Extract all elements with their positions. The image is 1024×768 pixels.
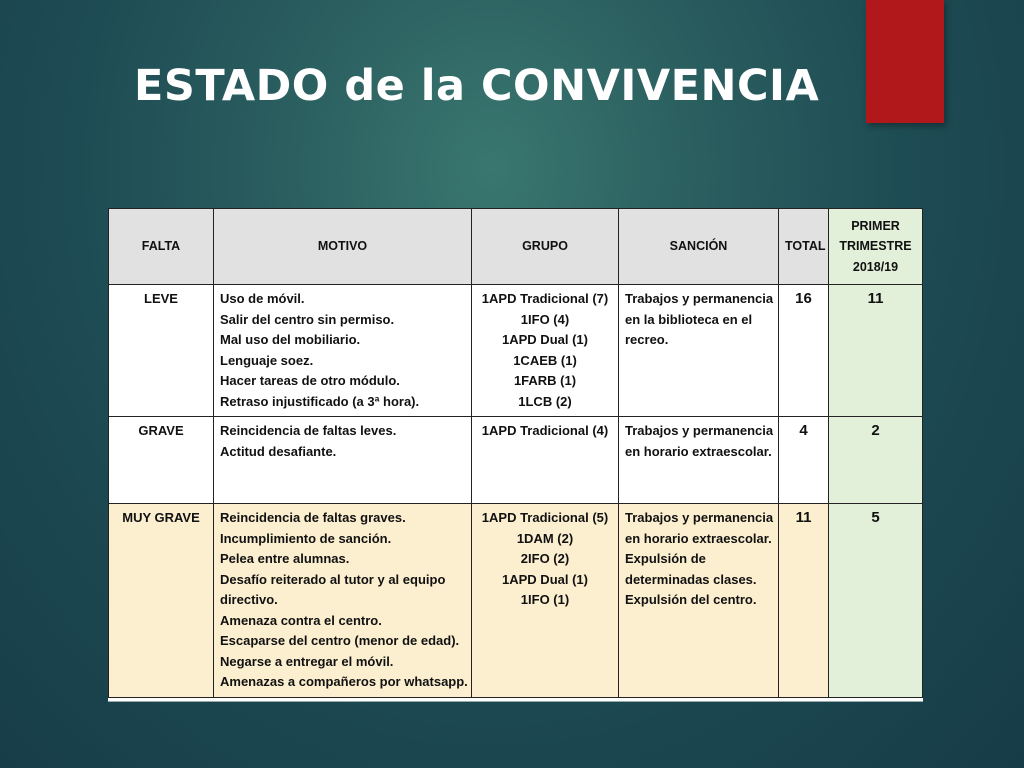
- falta-cell: MUY GRAVE: [109, 504, 214, 698]
- sancion-line: Trabajos y permanencia: [625, 423, 774, 438]
- header-falta: FALTA: [109, 209, 214, 285]
- sancion-line: Trabajos y permanencia: [625, 510, 774, 525]
- grupo-line: 1IFO (4): [520, 311, 570, 327]
- grupo-cell: [472, 285, 619, 417]
- motivo-line: Actitud desafiante.: [220, 443, 337, 459]
- sancion-cell: [619, 285, 779, 417]
- header-motivo: MOTIVO: [214, 209, 472, 285]
- trimestre-cell: 2: [829, 417, 923, 504]
- grupo-cell: [472, 417, 619, 504]
- motivo-line: Reincidencia de faltas leves.: [220, 423, 397, 438]
- grupo-line: 2IFO (2): [520, 551, 570, 566]
- sancion-line: en horario extraescolar.: [625, 530, 772, 546]
- motivo-line: Negarse a entregar el móvil.: [220, 653, 394, 669]
- grupo-line: 1LCB (2): [518, 393, 572, 409]
- grupo-line: 1IFO (1): [520, 592, 570, 607]
- motivo-line: Pelea entre alumnas.: [220, 551, 350, 566]
- grupo-line: 1CAEB (1): [513, 352, 577, 368]
- grupo-line: 1APD Dual (1): [502, 571, 588, 587]
- grupo-line: 1APD Tradicional (7): [481, 291, 609, 306]
- trimestre-cell: 5: [829, 504, 923, 698]
- sancion-line: recreo.: [625, 332, 669, 347]
- total-cell: 4: [779, 417, 829, 504]
- motivo-line: Lenguaje soez.: [220, 352, 314, 368]
- falta-cell: LEVE: [109, 285, 214, 417]
- sancion-line: Trabajos y permanencia: [625, 291, 774, 306]
- sancion-line: determinadas clases.: [625, 571, 757, 587]
- sancion-cell: [619, 417, 779, 504]
- grupo-line: 1FARB (1): [513, 373, 577, 388]
- motivo-line: Mal uso del mobiliario.: [220, 332, 361, 347]
- motivo-line: Amenaza contra el centro.: [220, 612, 382, 628]
- motivo-line: Escaparse del centro (menor de edad).: [220, 633, 460, 648]
- convivencia-table: [108, 208, 923, 698]
- sancion-cell: [619, 504, 779, 698]
- motivo-cell: [214, 285, 472, 417]
- total-cell: 11: [779, 504, 829, 698]
- header-trimestre-line: PRIMER: [851, 218, 900, 233]
- motivo-cell: [214, 417, 472, 504]
- motivo-line: Amenazas a compañeros por whatsapp.: [220, 674, 468, 689]
- grupo-line: 1APD Tradicional (4): [481, 423, 609, 438]
- header-grupo: GRUPO: [472, 209, 619, 285]
- header-trimestre-line: TRIMESTRE: [839, 239, 912, 254]
- sancion-line: Expulsión del centro.: [625, 592, 757, 607]
- table-row-leve: [109, 285, 923, 417]
- falta-cell: GRAVE: [109, 417, 214, 504]
- motivo-line: Uso de móvil.: [220, 291, 305, 306]
- table-row-grave: [109, 417, 923, 504]
- grupo-line: 1APD Tradicional (5): [481, 510, 609, 525]
- motivo-line: Incumplimiento de sanción.: [220, 530, 392, 546]
- trimestre-cell: 11: [829, 285, 923, 417]
- sancion-line: en la biblioteca en el: [625, 311, 753, 327]
- header-total: TOTAL: [779, 209, 829, 285]
- sancion-line: en horario extraescolar.: [625, 443, 772, 459]
- motivo-line: Retraso injustificado (a 3ª hora).: [220, 393, 420, 409]
- sancion-line: Expulsión de: [625, 551, 706, 566]
- grupo-line: 1APD Dual (1): [502, 332, 588, 347]
- table-header-row: [109, 209, 923, 285]
- motivo-cell: [214, 504, 472, 698]
- slide-title: ESTADO de la CONVIVENCIA: [134, 61, 820, 111]
- header-sancion: SANCIÓN: [619, 209, 779, 285]
- motivo-line: Salir del centro sin permiso.: [220, 311, 395, 327]
- red-accent-bar: [866, 0, 944, 123]
- table-row-muy-grave: [109, 504, 923, 698]
- grupo-line: 1DAM (2): [516, 530, 574, 546]
- header-trimestre: [829, 209, 923, 285]
- motivo-line: Hacer tareas de otro módulo.: [220, 373, 400, 388]
- motivo-line: Desafío reiterado al tutor y al equipo: [220, 571, 446, 587]
- motivo-line: Reincidencia de faltas graves.: [220, 510, 406, 525]
- header-trimestre-line: 2018/19: [852, 259, 899, 274]
- total-cell: 16: [779, 285, 829, 417]
- grupo-cell: [472, 504, 619, 698]
- motivo-line: directivo.: [220, 592, 278, 607]
